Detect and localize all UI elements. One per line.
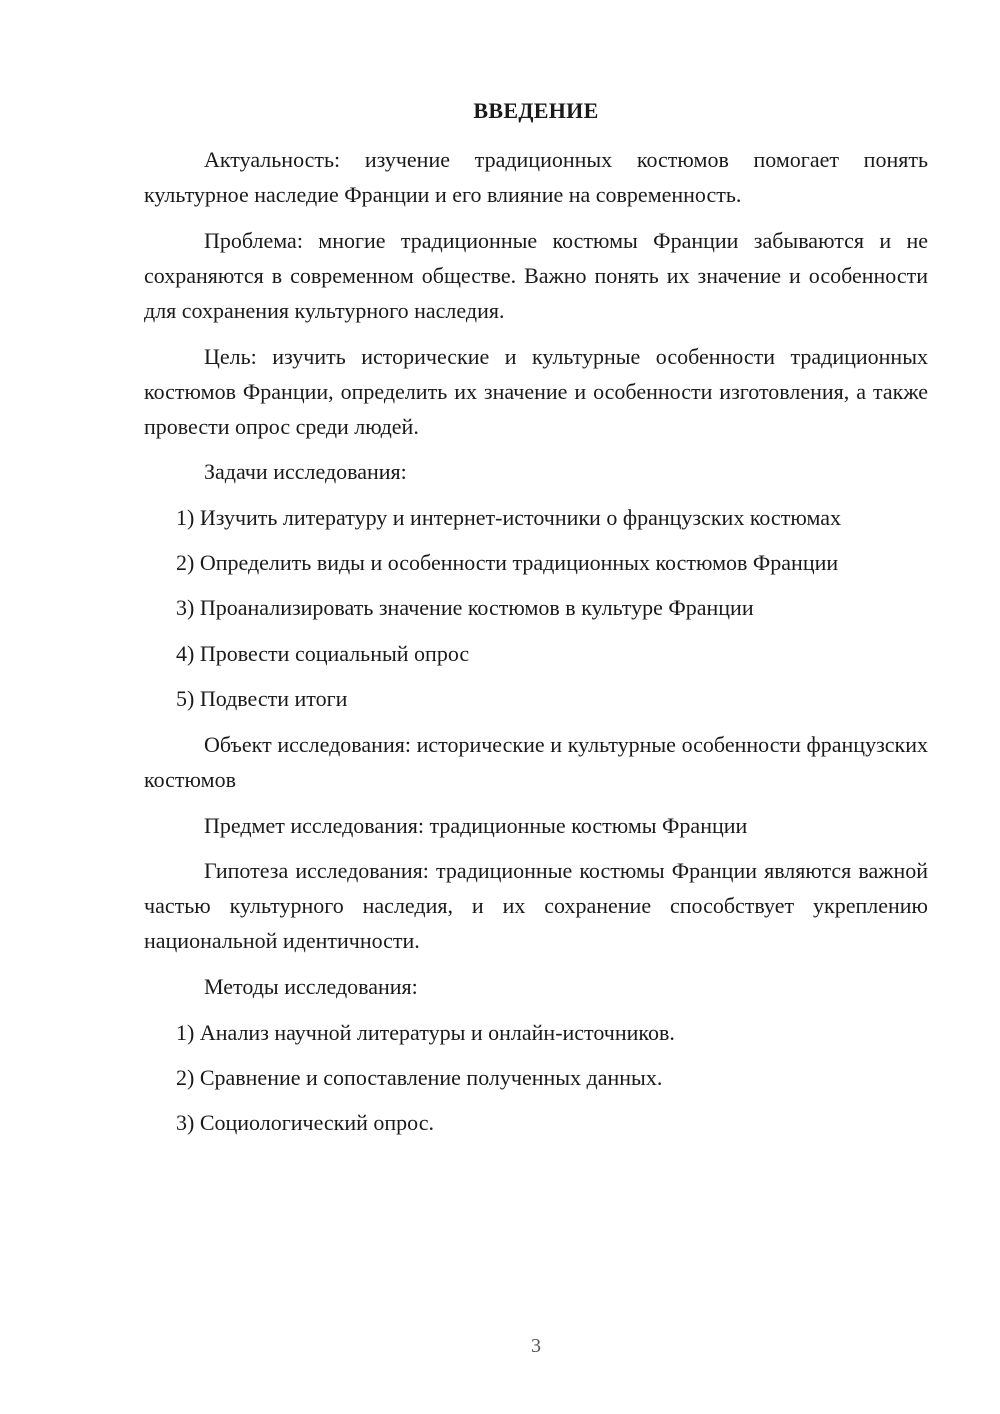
method-item-3: 3) Социологический опрос. <box>176 1110 434 1135</box>
task-item-5: 5) Подвести итоги <box>176 686 348 711</box>
document-page <box>144 0 928 1414</box>
goal-paragraph: Цель: изучить исторические и культурные особенности традиционных костюмов Франции, определить их значение и особенности изготовления, а также провести опрос среди людей. <box>144 344 928 439</box>
task-item-3: 3) Проанализировать значение костюмов в культуре Франции <box>176 595 754 620</box>
hypothesis-paragraph: Гипотеза исследования: традиционные костюмы Франции являются важной частью культурного наследия, и их сохранение способствует укреплению национальной идентичности. <box>144 858 928 953</box>
relevance-paragraph: Актуальность: изучение традиционных костюмов помогает понять культурное наследие Франции и его влияние на современность. <box>144 147 928 207</box>
tasks-heading: Задачи исследования: <box>204 459 407 484</box>
problem-paragraph: Проблема: многие традиционные костюмы Франции забываются и не сохраняются в современном обществе. Важно понять их значение и особенности для сохранения культурного наследия. <box>144 228 928 323</box>
task-item-4: 4) Провести социальный опрос <box>176 641 470 666</box>
method-item-1: 1) Анализ научной литературы и онлайн-источников. <box>176 1020 675 1045</box>
methods-heading: Методы исследования: <box>204 974 418 999</box>
subject-paragraph: Предмет исследования: традиционные костюмы Франции <box>204 813 748 838</box>
task-item-2: 2) Определить виды и особенности традиционных костюмов Франции <box>176 550 839 575</box>
page-title: ВВЕДЕНИЕ <box>473 98 599 123</box>
task-item-1: 1) Изучить литературу и интернет-источники о французских костюмах <box>176 505 841 530</box>
object-paragraph: Объект исследования: исторические и культурные особенности французских костюмов <box>144 732 928 792</box>
method-item-2: 2) Сравнение и сопоставление полученных данных. <box>176 1065 663 1090</box>
page-number: 3 <box>531 1335 541 1357</box>
